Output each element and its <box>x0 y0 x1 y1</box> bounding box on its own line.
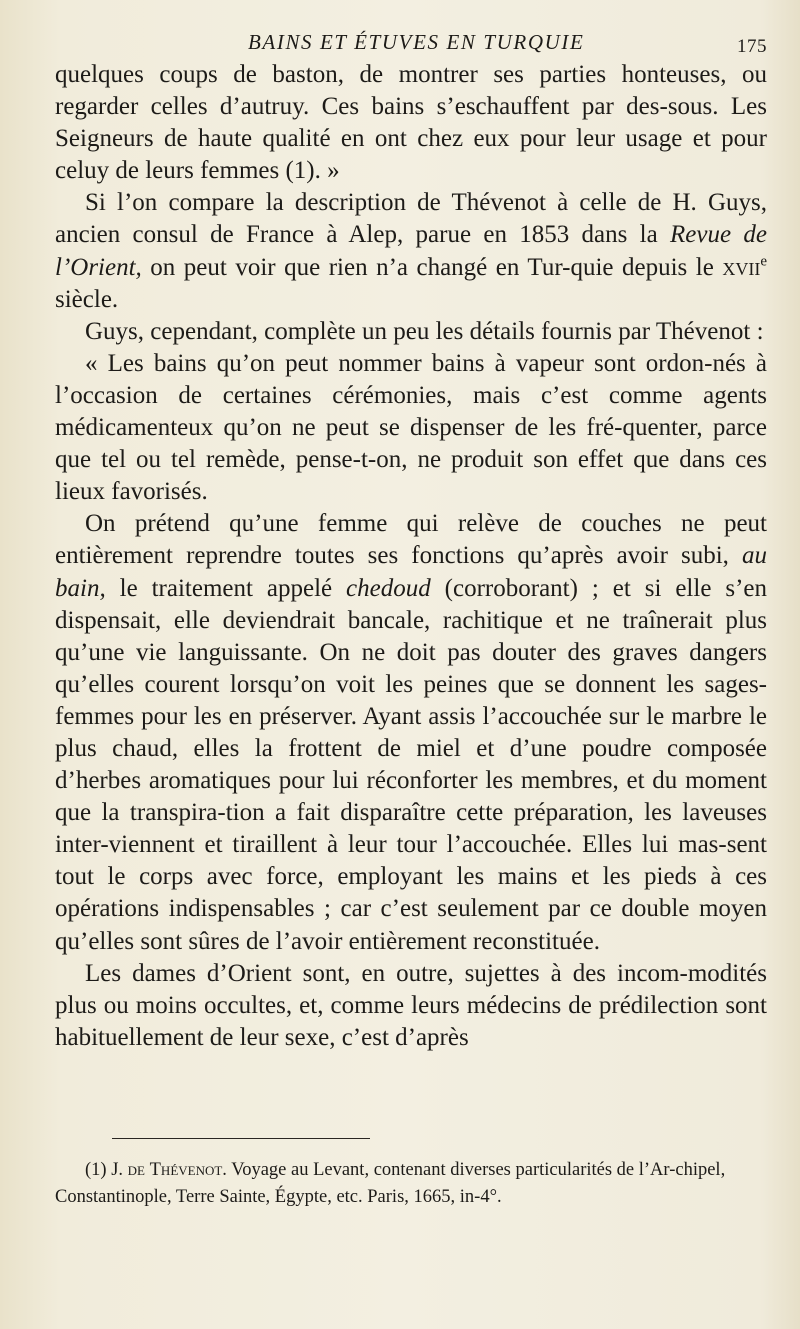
paragraph-2-text-a: Si l’on compare la description de Thévenot à celle de H. Guys, ancien consul de France à Alep, parue en 1853 dans la <box>55 189 767 249</box>
italic-chedoud: chedoud <box>346 574 431 602</box>
paragraph-5-text-c: (corroborant) ; et si elle s’en dispensait, elle deviendrait bancale, rachitique et ne traînerait plus qu’une vie languissante. On ne doit pas douter des graves dangers qu’elles courent lorsqu’on voit les peines que se donnent les sages-femmes pour les en préserver. Ayant assis l’accouchée sur le marbre le plus chaud, elles la frottent de miel et d’une poudre composée d’herbes aromatiques pour lui réconforter les membres, et du moment que la transpira-tion a fait disparaître cette préparation, les laveuses inter-viennent et tiraillent à leur tour l’accouchée. Elles lui mas-sent tout le corps avec force, employant les mains et les pieds à ces opérations indispensables ; car c’est seulement par ce double moyen qu’elles sont sûres de l’avoir entièrement reconstituée. <box>55 574 767 955</box>
paragraph-5 <box>55 508 767 957</box>
footnote-marker: (1) J. <box>85 1160 128 1180</box>
paragraph-5-text-b: le traitement appelé <box>105 574 347 602</box>
footnote <box>55 1157 767 1211</box>
paragraph-4: « Les bains qu’on peut nommer bains à vapeur sont ordon-nés à l’occasion de certaines cérémonies, mais c’est comme agents médicamenteux qu’on ne peut se dispenser de les fré-quenter, parce que tel ou tel remède, pense-t-on, ne produit son effet que dans ces lieux favorisés. <box>55 349 767 506</box>
paragraph-2-text-b: on peut voir que rien n’a changé en Tur-quie depuis le <box>141 253 723 281</box>
paragraph-5-text-a: On prétend qu’une femme qui relève de couches ne peut entièrement reprendre toutes ses fonctions qu’après avoir subi, <box>55 510 767 570</box>
journal-title: Revue de l’Orient, <box>55 221 767 281</box>
paragraph-1: quelques coups de baston, de montrer ses parties honteuses, ou regarder celles d’autruy. Ces bains s’eschauffent par des-sous. Les Seigneurs de haute qualité en ont chez eux pour leur usage et pour celuy de leurs femmes (1). » <box>55 61 767 185</box>
italic-au-bain: au bain, <box>55 542 767 602</box>
paragraph-6: Les dames d’Orient sont, en outre, sujettes à des incom-modités plus ou moins occultes, et, comme leurs médecins de prédilection sont habituellement de leur sexe, c’est d’après <box>55 959 767 1051</box>
running-header: BAINS ET ÉTUVES EN TURQUIE <box>248 30 585 54</box>
century-superscript: e <box>760 253 767 270</box>
paragraph-2 <box>55 187 767 315</box>
footnote-author-prefix: de <box>127 1160 145 1180</box>
footnote-divider <box>112 1138 370 1139</box>
century-numeral: xvii <box>722 253 761 281</box>
paragraph-3: Guys, cependant, complète un peu les détails fournis par Thévenot : <box>85 317 764 345</box>
footnote-text: Voyage au Levant, contenant diverses particularités de l’Ar-chipel, Constantinople, Terre Sainte, Égypte, etc. Paris, 1665, in-4°. <box>55 1160 726 1207</box>
paragraph-2-text-c: siècle. <box>55 285 119 313</box>
page-number: 175 <box>737 36 767 57</box>
footnote-author-name: Thévenot. <box>149 1160 227 1180</box>
body-text <box>55 59 767 1054</box>
